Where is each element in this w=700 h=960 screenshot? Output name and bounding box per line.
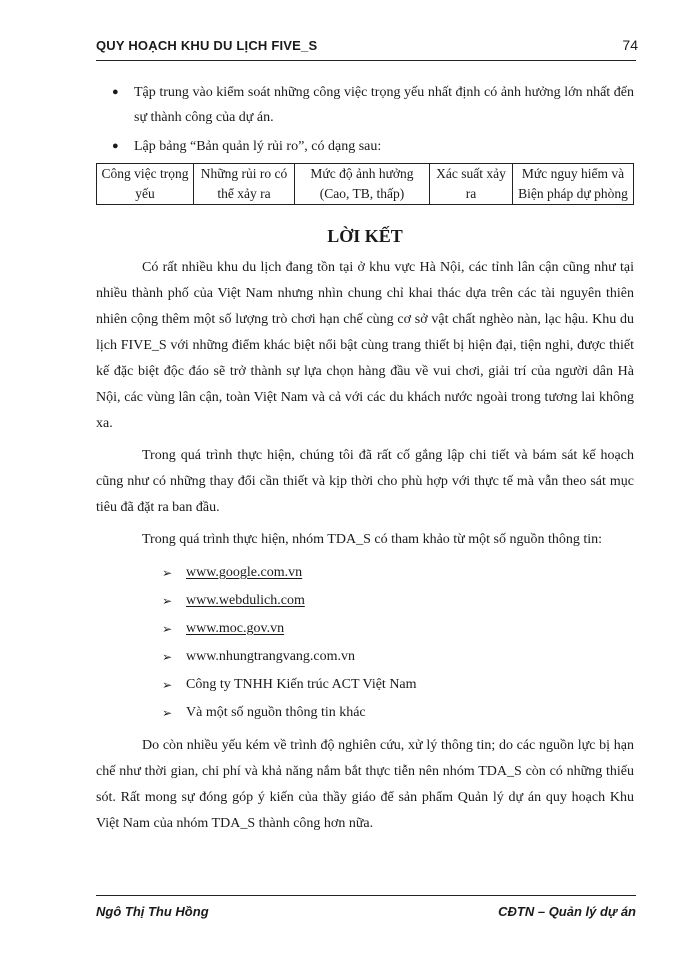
source-item — [96, 615, 634, 643]
arrow-icon: ➢ — [162, 594, 173, 608]
paragraph: Trong quá trình thực hiện, nhóm TDA_S có tham khảo từ một số nguồn thông tin: — [142, 532, 603, 547]
source-text-act: Công ty TNHH Kiến trúc ACT Việt Nam — [186, 677, 417, 692]
bullet-icon: ● — [112, 86, 119, 98]
bullet-text: Tập trung vào kiểm soát những công việc trọng yếu nhất định có ảnh hưởng lớn nhất đến sự thành công của dự án. — [134, 85, 634, 125]
closing-paragraph: Do còn nhiều yếu kém về trình độ nghiên cứu, xử lý thông tin; do các nguồn lực bị hạn chế như thời gian, chi phí và khả năng nắm bắt thực tiễn nên nhóm TDA_S còn có những thiếu sót. Rất mong sự đóng góp ý kiến của thầy giáo để sản phẩm Quản lý dự án quy hoạch Khu Việt Nam của nhóm TDA_S thành công hơn nữa. — [96, 738, 634, 831]
col-header-danger-prevention: Mức nguy hiểm và Biện pháp dự phòng — [513, 164, 634, 205]
source-link-webdulich[interactable]: www.webdulich.com — [186, 593, 305, 608]
paragraph: Có rất nhiều khu du lịch đang tồn tại ở khu vực Hà Nội, các tỉnh lân cận cũng như tại nhiều thành phố của Việt Nam nhưng nhìn chung chỉ khai thác dựa trên các tài nguyên thiên nhiên cộng thêm một số lượng trò chơi hạn chế cùng cơ sở vật chất nghèo nàn, lạc hậu. Khu du lịch FIVE_S với những điểm khác biệt nổi bật cùng trang thiết bị hiện đại, tiện nghi, được thiết kế đặc biệt độc đáo sẽ trở thành sự lựa chọn hàng đầu về vui chơi, giải trí của người dân Hà Nội, các vùng lân cận, toàn Việt Nam và cả với các du khách nước ngoài trong tương lai không xa. — [96, 260, 634, 431]
footer-rule — [96, 895, 636, 896]
source-list — [96, 559, 634, 727]
arrow-icon: ➢ — [162, 622, 173, 636]
bullet-text: Lập bảng “Bản quản lý rủi ro”, có dạng sau: — [134, 139, 382, 154]
source-text-other: Và một số nguồn thông tin khác — [186, 705, 366, 720]
source-text-nhungtrangvang: www.nhungtrangvang.com.vn — [186, 649, 356, 664]
source-item — [96, 699, 634, 727]
arrow-icon: ➢ — [162, 706, 173, 720]
col-header-critical-work: Công việc trọng yếu — [97, 164, 194, 205]
arrow-icon: ➢ — [162, 650, 173, 664]
source-item — [96, 559, 634, 587]
header-rule — [96, 60, 636, 61]
page-content — [96, 80, 634, 843]
bullet-icon: ● — [112, 140, 119, 152]
bullet-list — [96, 80, 634, 159]
col-header-impact-level: Mức độ ảnh hưởng (Cao, TB, thấp) — [295, 164, 430, 205]
col-header-probability: Xác suất xảy ra — [430, 164, 513, 205]
col-header-possible-risks: Những rủi ro có thể xảy ra — [194, 164, 295, 205]
header-title: QUY HOẠCH KHU DU LỊCH FIVE_S — [96, 38, 318, 53]
bullet-item — [96, 80, 634, 130]
page-number: 74 — [622, 37, 638, 53]
arrow-icon: ➢ — [162, 678, 173, 692]
source-item — [96, 587, 634, 615]
bullet-item — [96, 134, 634, 159]
footer-author: Ngô Thị Thu Hồng — [96, 904, 209, 919]
source-item — [96, 671, 634, 699]
source-item — [96, 643, 634, 671]
conclusion-title: LỜI KẾT — [327, 226, 403, 246]
risk-management-table — [96, 163, 634, 205]
paragraph: Trong quá trình thực hiện, chúng tôi đã rất cố gắng lập chi tiết và bám sát kế hoạch cũng như có những thay đổi cần thiết và kịp thời cho phù hợp với thực tế mà vẫn theo sát mục tiêu đã đặt ra ban đầu. — [96, 448, 634, 515]
table-header-row — [97, 164, 634, 205]
arrow-icon: ➢ — [162, 566, 173, 580]
source-link-google[interactable]: www.google.com.vn — [186, 565, 303, 580]
source-link-moc[interactable]: www.moc.gov.vn — [186, 621, 285, 636]
footer-course: CĐTN – Quản lý dự án — [498, 904, 636, 919]
